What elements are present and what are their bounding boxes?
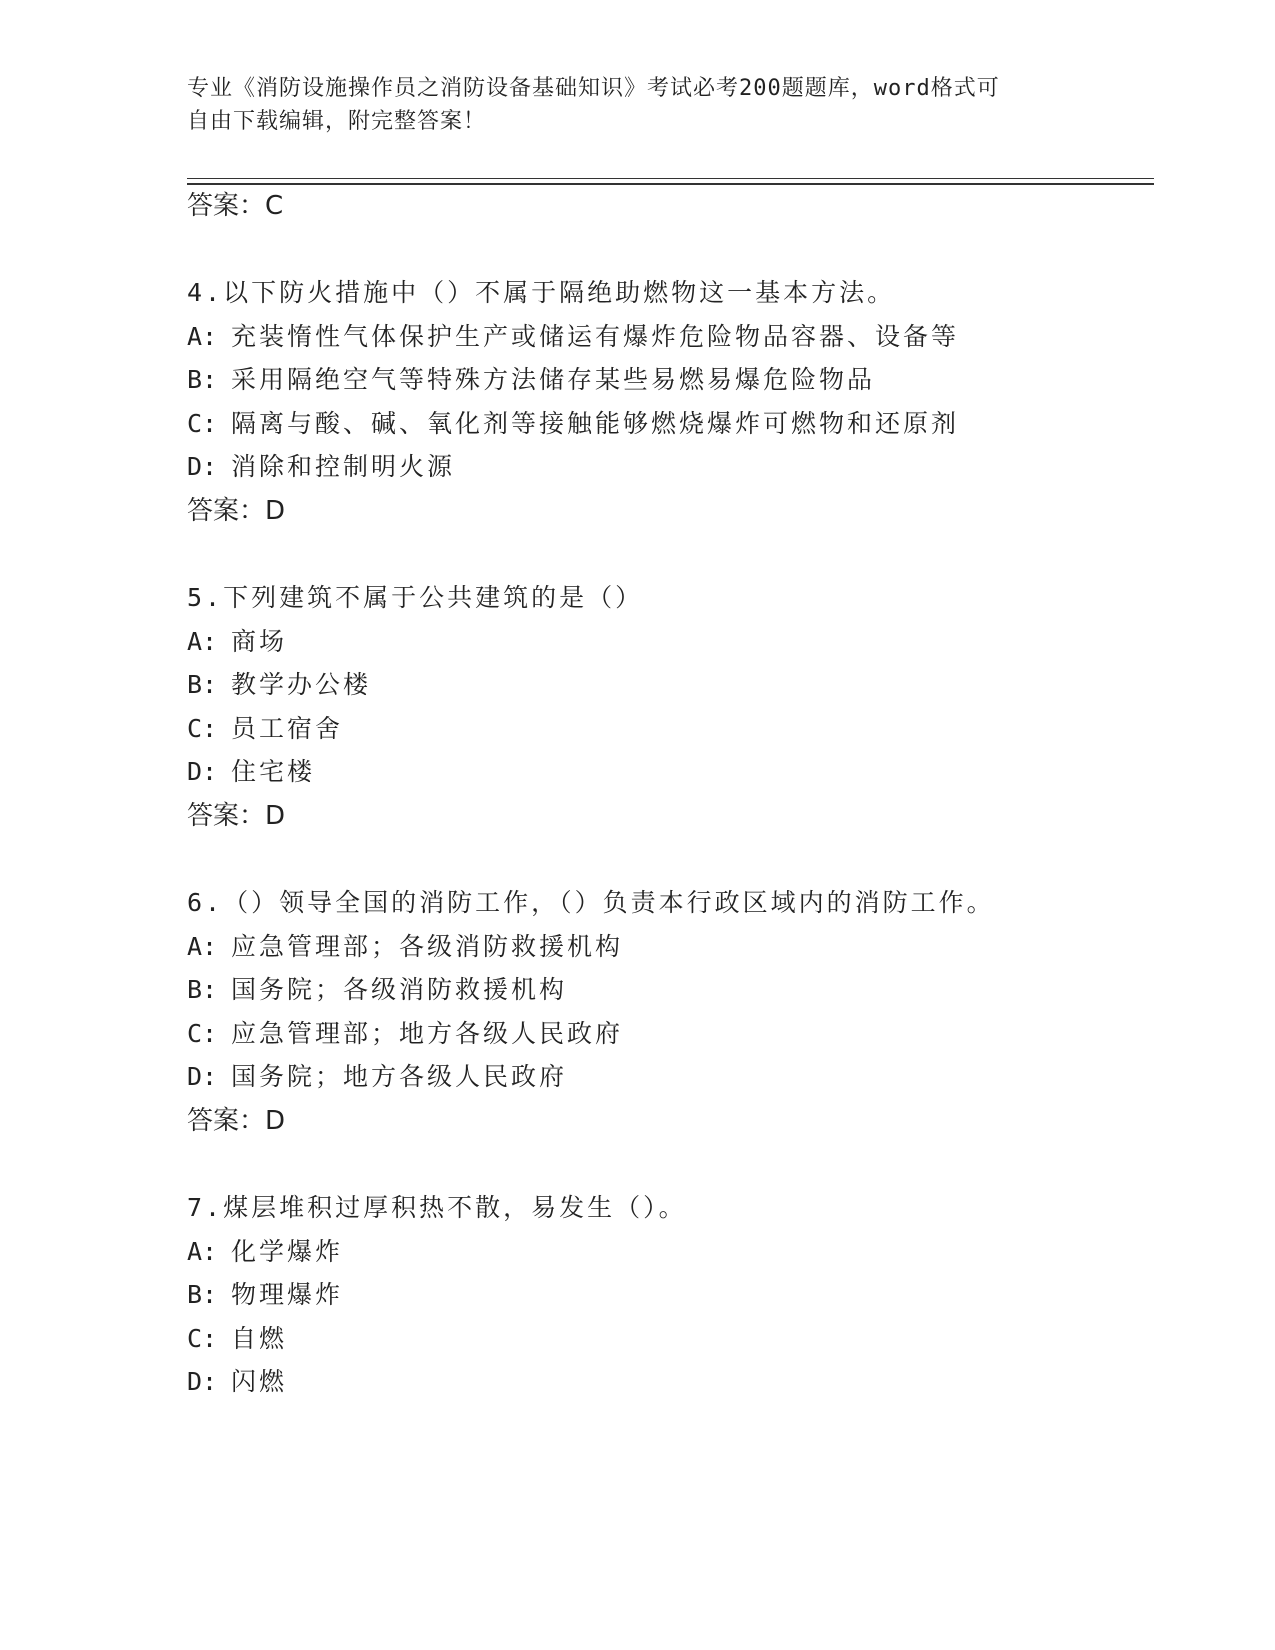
option-6b (187, 974, 567, 1006)
question-stem-6: 6.（）领导全国的消防工作，（）负责本行政区域内的消防工作。 (187, 888, 995, 917)
option-text: 物理爆炸 (231, 1280, 344, 1309)
option-letter: D: (187, 757, 218, 786)
option-letter: C: (187, 1019, 218, 1048)
option-letter: A: (187, 627, 218, 656)
option-text: 消除和控制明火源 (231, 452, 456, 481)
option-text: 自燃 (231, 1324, 288, 1353)
answer-4: 答案：D (187, 496, 286, 526)
question-stem-7: 7.煤层堆积过厚积热不散，易发生（）。 (187, 1193, 687, 1222)
option-text: 国务院；各级消防救援机构 (231, 975, 568, 1004)
option-text: 教学办公楼 (231, 670, 372, 699)
option-letter: B: (187, 975, 218, 1004)
question-stem-4: 4.以下防火措施中（）不属于隔绝助燃物这一基本方法。 (187, 278, 896, 307)
option-6c (187, 1018, 623, 1050)
option-letter: A: (187, 322, 218, 351)
option-text: 商场 (231, 627, 288, 656)
option-letter: C: (187, 714, 218, 743)
option-5c (187, 713, 343, 745)
option-4a (187, 321, 959, 353)
option-4b (187, 364, 875, 396)
option-5a (187, 626, 287, 658)
previous-answer: 答案：C (187, 191, 284, 221)
option-5b (187, 669, 371, 701)
option-text: 隔离与酸、碱、氧化剂等接触能够燃烧爆炸可燃物和还原剂 (231, 409, 960, 438)
option-text: 国务院；地方各级人民政府 (231, 1062, 568, 1091)
option-6a (187, 931, 623, 963)
option-7b (187, 1279, 343, 1311)
option-text: 闪燃 (231, 1367, 288, 1396)
question-stem-5: 5.下列建筑不属于公共建筑的是（） (187, 583, 644, 612)
option-letter: A: (187, 932, 218, 961)
option-6d (187, 1061, 567, 1093)
option-7d (187, 1366, 287, 1398)
document-header (187, 72, 1067, 138)
option-letter: D: (187, 1062, 218, 1091)
header-divider-thin (187, 178, 1154, 179)
option-letter: B: (187, 1280, 218, 1309)
option-text: 采用隔绝空气等特殊方法储存某些易燃易爆危险物品 (231, 365, 876, 394)
option-7c (187, 1323, 287, 1355)
option-letter: C: (187, 409, 218, 438)
option-letter: B: (187, 365, 218, 394)
option-letter: C: (187, 1324, 218, 1353)
header-divider-thick (187, 183, 1154, 185)
header-line-2: 自由下载编辑，附完整答案！ (187, 109, 487, 134)
option-letter: D: (187, 452, 218, 481)
option-text: 应急管理部；各级消防救援机构 (231, 932, 624, 961)
option-letter: D: (187, 1367, 218, 1396)
option-text: 员工宿舍 (231, 714, 344, 743)
option-5d (187, 756, 315, 788)
option-4c (187, 408, 959, 440)
option-text: 化学爆炸 (231, 1237, 344, 1266)
header-line-1: 专业《消防设施操作员之消防设备基础知识》考试必考200题题库，word格式可 (187, 76, 1000, 101)
option-text: 住宅楼 (231, 757, 316, 786)
option-7a (187, 1236, 343, 1268)
option-letter: B: (187, 670, 218, 699)
answer-5: 答案：D (187, 801, 286, 831)
answer-6: 答案：D (187, 1106, 286, 1136)
option-text: 应急管理部；地方各级人民政府 (231, 1019, 624, 1048)
option-text: 充装惰性气体保护生产或储运有爆炸危险物品容器、设备等 (231, 322, 960, 351)
option-4d (187, 451, 455, 483)
option-letter: A: (187, 1237, 218, 1266)
